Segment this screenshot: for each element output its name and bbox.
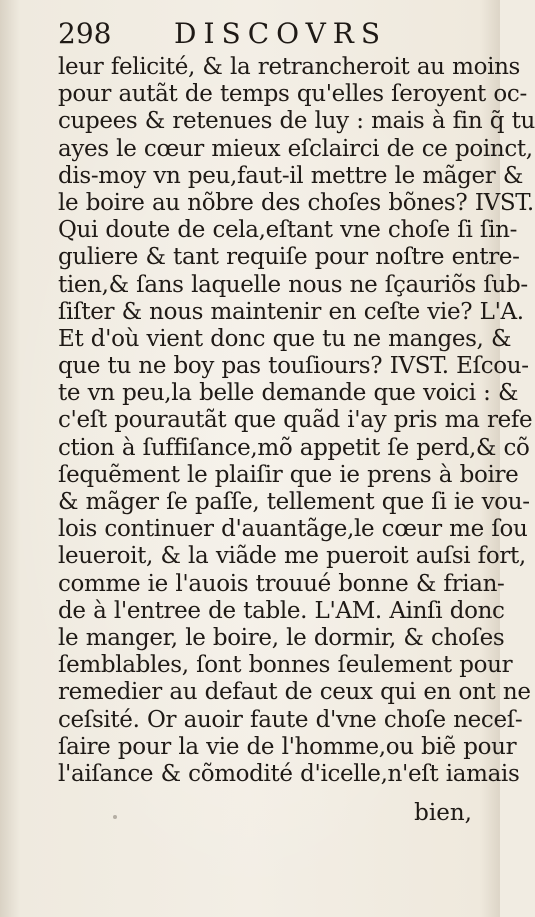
text-line: ſemblables, ſont bonnes ſeulement pour	[58, 652, 513, 679]
text-line: leur felicité, & la retrancheroit au moins	[58, 54, 520, 80]
text-line: l'aiſance & cõmodité d'icelle,n'eſt iamais	[58, 760, 520, 787]
body-text	[58, 54, 535, 788]
text-line: cupees & retenues de luy : mais à fin q̃ tu	[58, 108, 535, 135]
text-line: Et d'où vient donc que tu ne manges, &	[58, 325, 512, 352]
text-line: que tu ne boy pas touſiours? IVST. Eſcou-	[58, 353, 529, 380]
text-line: te vn peu,la belle demande que voici : &	[58, 380, 519, 407]
text-line: c'eſt pourautãt que quãd i'ay pris ma refe	[58, 407, 533, 434]
text-line: dis-moy vn peu,faut-il mettre le mãger &	[58, 162, 524, 189]
text-line: Qui doute de cela,eſtant vne choſe ſi ſin-	[58, 217, 517, 244]
page-header	[58, 16, 472, 54]
text-line: ction à ſuffiſance,mõ appetit ſe perd,& cõ	[58, 434, 530, 461]
text-line: guliere & tant requiſe pour noſtre entre-	[58, 244, 520, 271]
text-line: ſiſter & nous maintenir en ceſte vie? L'A.	[58, 298, 524, 325]
catchword: bien,	[414, 800, 472, 826]
text-line: lois continuer d'auantãge,le cœur me ſou	[58, 516, 528, 543]
text-line: remedier au defaut de ceux qui en ont ne	[58, 679, 531, 706]
text-line: le manger, le boire, le dormir, & choſes	[58, 624, 505, 651]
text-line: comme ie l'auois trouué bonne & frian-	[58, 570, 505, 597]
text-line: ſequẽment le plaiſir que ie prens à boire	[58, 461, 519, 488]
ink-speck	[113, 815, 117, 819]
text-line: & mãger ſe paſſe, tellement que ſi ie vou-	[58, 489, 530, 515]
text-line: ceſsité. Or auoir faute d'vne choſe neceſ-	[58, 706, 523, 733]
page-number: 298	[58, 17, 112, 50]
running-title: DISCOVRS	[174, 17, 388, 50]
text-line: ayes le cœur mieux eſclairci de ce poinct,	[58, 135, 533, 162]
text-line: leueroit, & la viãde me pueroit auſsi fort,	[58, 543, 526, 570]
text-line: ſaire pour la vie de l'homme,ou biẽ pour	[58, 733, 517, 760]
text-line: tien,& ſans laquelle nous ne ſçauriõs ſub-	[58, 271, 528, 298]
text-line: de à l'entree de table. L'AM. Ainſi donc	[58, 597, 505, 624]
text-line: le boire au nõbre des choſes bõnes? IVST.	[58, 189, 534, 216]
text-line: pour autãt de temps qu'elles ſeroyent oc-	[58, 81, 527, 108]
